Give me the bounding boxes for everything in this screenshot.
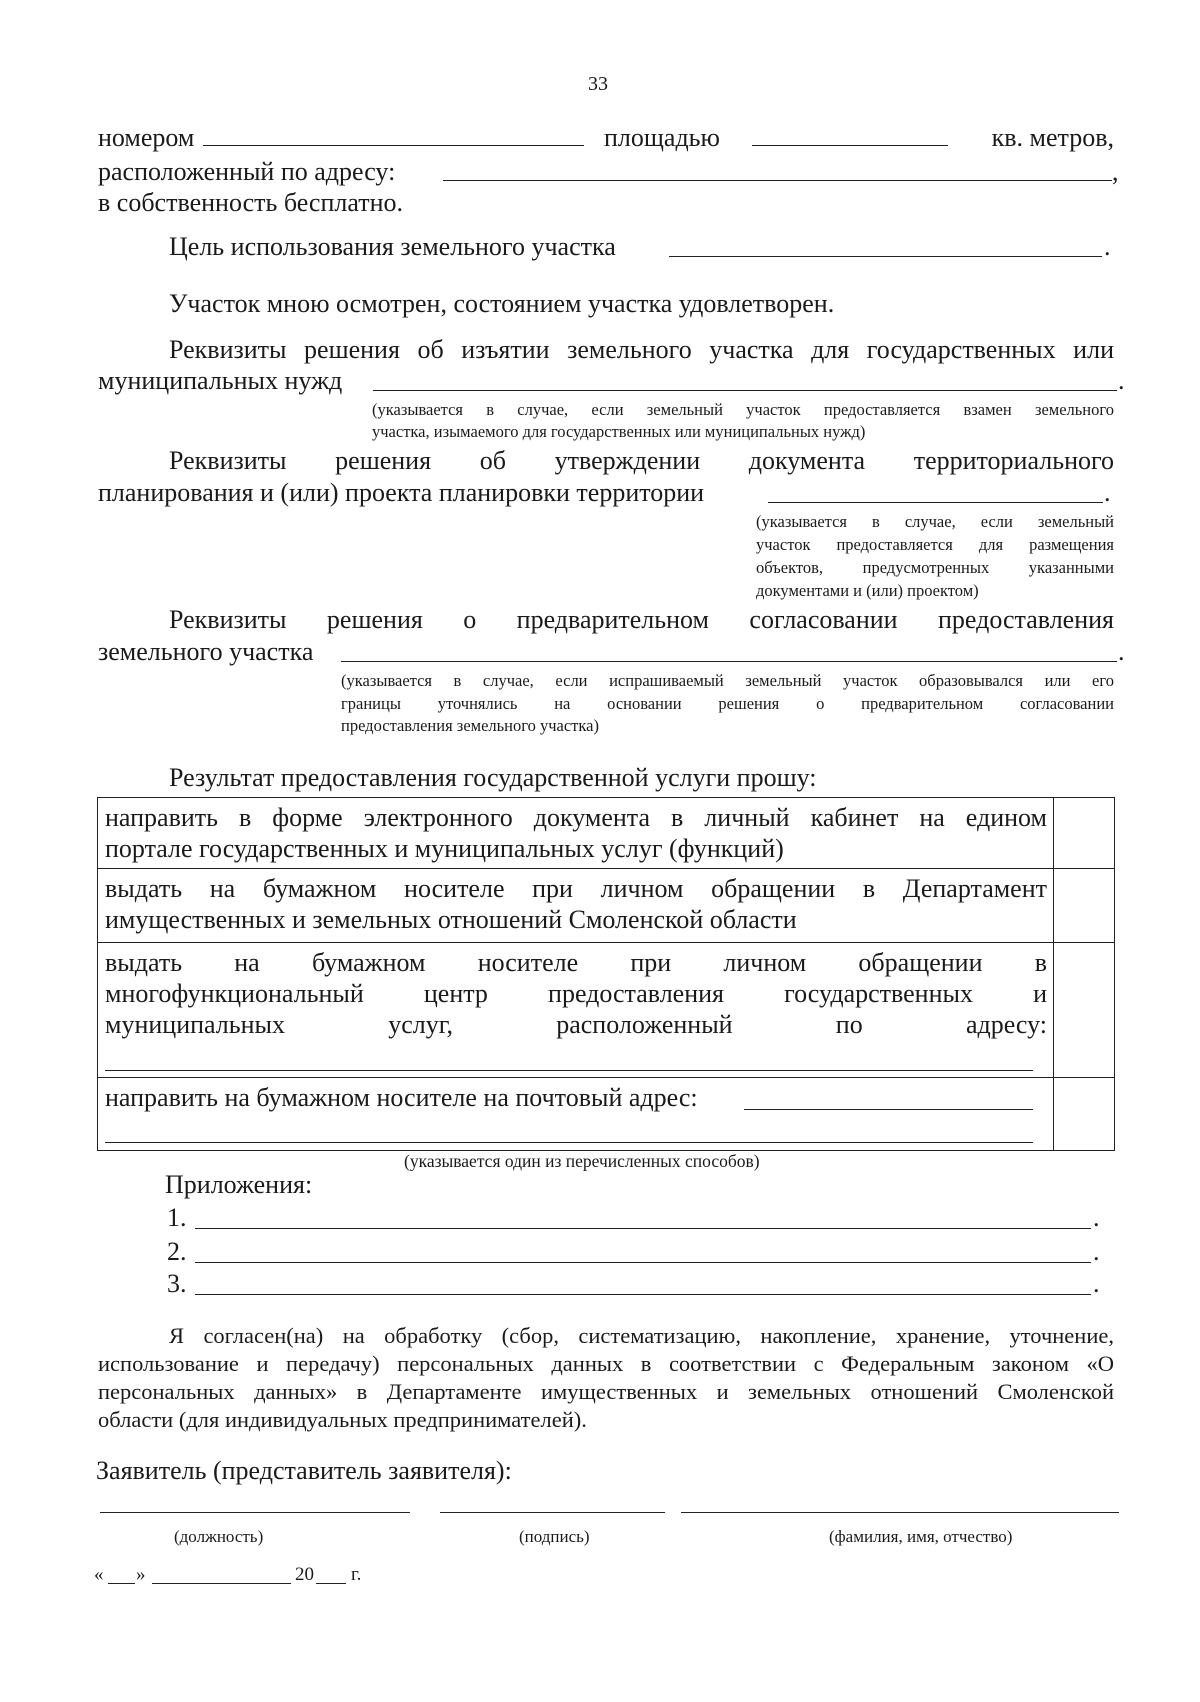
preliminary-line2: земельного участка: [98, 637, 314, 666]
address-end: ,: [1112, 157, 1119, 186]
consent-line1: Я согласен(на) на обработку (сбор, систематизацию, накопление, хранение, уточнение,: [169, 1323, 1114, 1348]
consent-line2: использование и передачу) персональных данных в соответствии с Федеральным законом «О: [98, 1351, 1114, 1376]
delivery-options-table: [97, 797, 1115, 1151]
planning-end: .: [1104, 478, 1111, 507]
seizure-field[interactable]: [373, 390, 1117, 391]
date-year-field[interactable]: [316, 1583, 346, 1584]
attachment-field-1[interactable]: [195, 1228, 1091, 1229]
preliminary-note-line3: предоставления земельного участка): [341, 716, 599, 735]
seizure-end: .: [1118, 366, 1125, 395]
date-day-field[interactable]: [108, 1583, 135, 1584]
planning-note-line2: участок предоставляется для размещения: [756, 535, 1114, 554]
date-close-quote: »: [136, 1564, 146, 1585]
planning-note-line3: объектов, предусмотренных указанными: [756, 558, 1114, 577]
option-text-cell: [98, 798, 1054, 869]
consent-line3: персональных данных» в Департаменте имущественных и земельных отношений Смоленской: [98, 1379, 1114, 1404]
full-name-label: (фамилия, имя, отчество): [829, 1527, 1013, 1546]
date-open-quote: «: [94, 1564, 104, 1585]
option-3-line3: муниципальных услуг, расположенный по адресу:: [105, 1010, 1047, 1039]
attachment-number-1: 1.: [167, 1203, 187, 1232]
seizure-line2: муниципальных нужд: [98, 366, 343, 395]
option-3-checkbox[interactable]: [1054, 943, 1115, 1078]
option-row: [98, 943, 1115, 1078]
signature-heading: Заявитель (представитель заявителя):: [96, 1456, 512, 1485]
purpose-label: Цель использования земельного участка: [169, 232, 616, 261]
consent-line4: области (для индивидуальных предпринимателей).: [98, 1407, 587, 1432]
area-field[interactable]: [752, 145, 948, 146]
option-4-address-field-a[interactable]: [744, 1109, 1033, 1110]
area-label: площадью: [604, 123, 720, 152]
area-unit: кв. метров,: [991, 123, 1114, 152]
cadastral-number-field[interactable]: [203, 145, 584, 146]
seizure-note-line2: участка, изымаемого для государственных или муниципальных нужд): [372, 422, 866, 441]
date-year-suffix: г.: [351, 1564, 362, 1585]
preliminary-note-line1: (указывается в случае, если испрашиваемый земельный участок образовывался или его: [341, 671, 1114, 690]
attachment-end-1: .: [1093, 1203, 1100, 1232]
address-field[interactable]: [443, 180, 1112, 181]
address-label: расположенный по адресу:: [98, 157, 396, 186]
result-heading: Результат предоставления государственной услуги прошу:: [169, 763, 817, 792]
option-text-cell: [98, 869, 1054, 943]
signature-field[interactable]: [440, 1512, 665, 1513]
date-year-prefix: 20: [295, 1564, 314, 1585]
planning-field[interactable]: [768, 502, 1103, 503]
option-row: [98, 1078, 1115, 1151]
attachments-heading: Приложения:: [165, 1170, 313, 1199]
purpose-end: .: [1104, 232, 1111, 261]
date-month-field[interactable]: [152, 1583, 291, 1584]
option-row: [98, 869, 1115, 943]
planning-note-line1: (указывается в случае, если земельный: [756, 512, 1114, 531]
seizure-line1: Реквизиты решения об изъятии земельного участка для государственных или: [169, 335, 1114, 364]
option-2-checkbox[interactable]: [1054, 869, 1115, 943]
result-note: (указывается один из перечисленных способов): [404, 1151, 760, 1171]
preliminary-field[interactable]: [341, 661, 1117, 662]
position-label: (должность): [174, 1527, 264, 1546]
preliminary-end: .: [1118, 637, 1125, 666]
option-3-address-field[interactable]: [105, 1070, 1033, 1071]
number-label: номером: [98, 123, 195, 152]
planning-note-line4: документами и (или) проектом): [756, 581, 979, 600]
preliminary-note-line2: границы уточнялись на основании решения о предварительном согласовании: [341, 694, 1114, 713]
option-1-line1: направить в форме электронного документа в личный кабинет на едином: [105, 803, 1047, 832]
attachment-field-3[interactable]: [195, 1294, 1091, 1295]
option-3-line2: многофункциональный центр предоставления государственных и: [105, 979, 1047, 1008]
attachment-number-3: 3.: [167, 1269, 187, 1298]
attachment-number-2: 2.: [167, 1237, 187, 1266]
ownership-text: в собственность бесплатно.: [98, 188, 403, 217]
option-2-line2: имущественных и земельных отношений Смоленской области: [105, 905, 797, 934]
seizure-note-line1: (указывается в случае, если земельный участок предоставляется взамен земельного: [372, 400, 1114, 419]
position-field[interactable]: [100, 1512, 410, 1513]
option-2-line1: выдать на бумажном носителе при личном обращении в Департамент: [105, 874, 1047, 903]
page-number: 33: [588, 73, 608, 95]
attachment-end-2: .: [1093, 1237, 1100, 1266]
option-1-checkbox[interactable]: [1054, 798, 1115, 869]
option-4-line1: направить на бумажном носителе на почтовый адрес:: [105, 1083, 698, 1112]
option-row: [98, 798, 1115, 869]
option-3-line1: выдать на бумажном носителе при личном обращении в: [105, 948, 1047, 977]
option-4-address-field-b[interactable]: [105, 1142, 1033, 1143]
purpose-field[interactable]: [669, 256, 1102, 257]
option-text-cell: [98, 943, 1054, 1078]
inspection-text: Участок мною осмотрен, состоянием участка удовлетворен.: [169, 289, 835, 318]
planning-line2: планирования и (или) проекта планировки территории: [98, 478, 705, 507]
planning-line1: Реквизиты решения об утверждении документа территориального: [169, 446, 1114, 475]
signature-label: (подпись): [519, 1527, 590, 1546]
attachment-end-3: .: [1093, 1269, 1100, 1298]
option-1-line2: портале государственных и муниципальных услуг (функций): [105, 834, 784, 863]
option-4-checkbox[interactable]: [1054, 1078, 1115, 1151]
attachment-field-2[interactable]: [195, 1262, 1091, 1263]
option-text-cell: [98, 1078, 1054, 1151]
full-name-field[interactable]: [681, 1512, 1119, 1513]
preliminary-line1: Реквизиты решения о предварительном согласовании предоставления: [169, 605, 1114, 634]
